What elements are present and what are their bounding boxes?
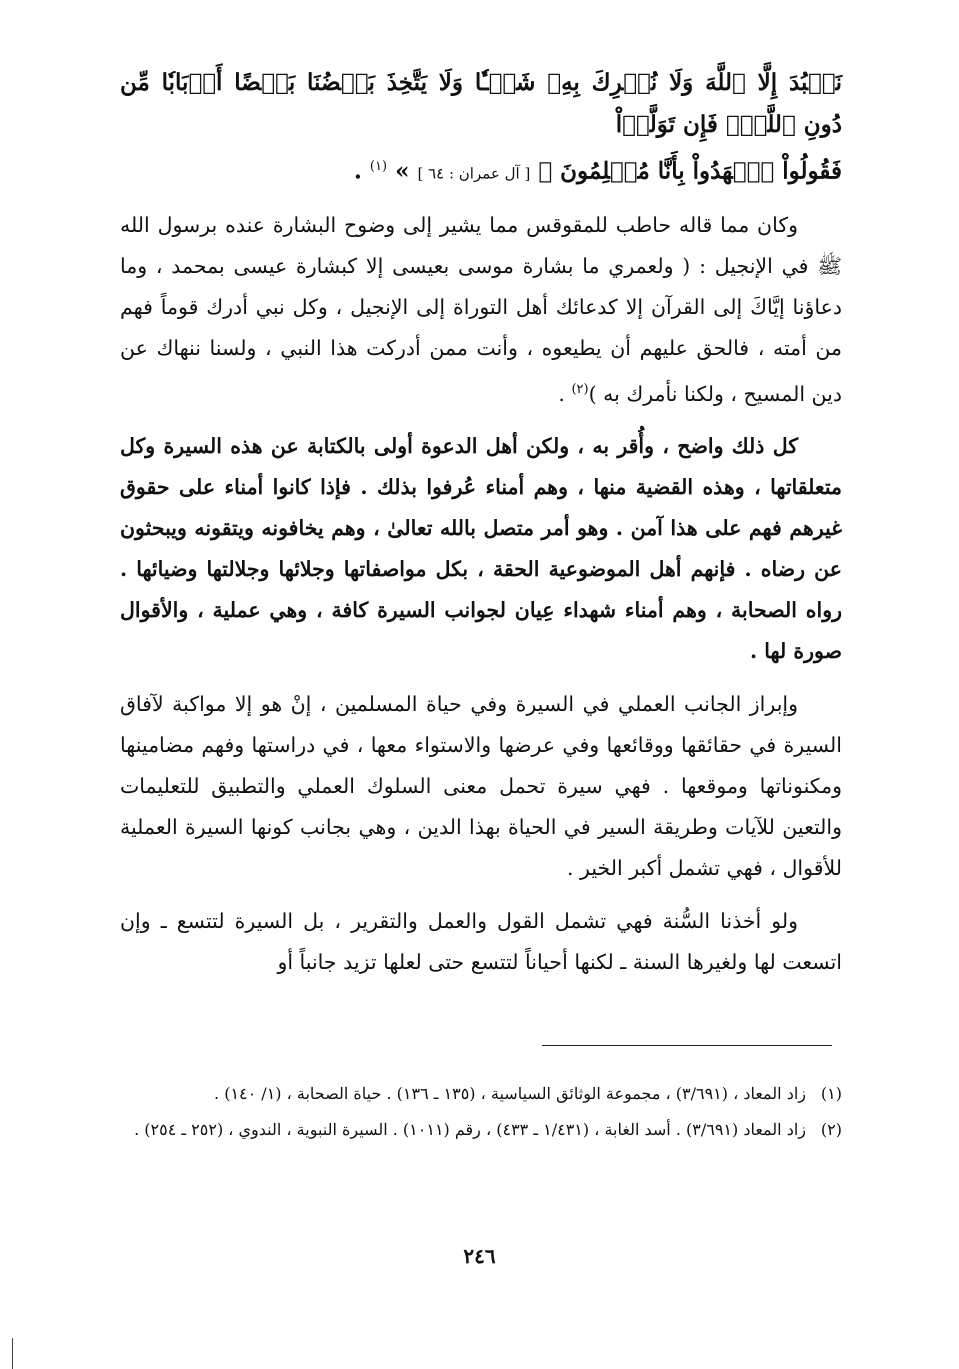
footnote-2-number: (٢) <box>820 1120 842 1139</box>
footnotes <box>130 1080 842 1152</box>
quran-verse <box>120 62 842 195</box>
verse-reference: [ آل عمران : ٦٤ ] <box>417 164 531 183</box>
footnote-mark-2: (٢) <box>571 381 589 397</box>
footnote-2 <box>130 1116 842 1144</box>
paragraph-1: وكان مما قاله حاطب للمقوقس مما يشير إلى وضوح البشارة عنده برسول الله ﷺ في الإنجيل : ( ولعمري ما بشارة موسى بعيسى إلا كبشارة عيسى بمحمد ، وما دعاؤنا إيَّاكَ إلى القرآن إلا كدعائك أهل التوراة إلى الإنجيل ، وكل نبي أدرك قوماً فهم من أمته ، فالحق عليهم أن يطيعوه ، وأنت ممن أدركت هذا النبي ، ولسنا ننهاك عن دين المسيح ، ولكنا نأمرك به )$^{(٢)}$ . <box>120 212 842 406</box>
footnote-1-text: زاد المعاد ، (٣/٦٩١) ، مجموعة الوثائق السياسية ، (١٣٥ ـ ١٣٦) . حياة الصحابة ، (١/ ١٤٠) . <box>214 1084 806 1103</box>
footnote-mark-1: (١) <box>369 159 388 174</box>
verse-line-2: فَقُولُواْ ٱشۡهَدُواْ بِأَنَّا مُسۡلِمُونَ ﴾ [ آل عمران : ٦٤ ] » $^{(١)}$ . <box>353 157 842 185</box>
footnote-separator <box>542 1045 832 1046</box>
scan-edge-mark <box>12 1338 13 1369</box>
footnote-1-number: (١) <box>820 1084 842 1103</box>
verse-line-1: نَعۡبُدَ إِلَّا ٱللَّهَ وَلَا نُشۡرِكَ بِهِۦ شَيۡـٔٗا وَلَا يَتَّخِذَ بَعۡضُنَا بَعۡضًا أَرۡبَابٗا مِّن دُونِ ٱللَّهِۚ فَإِن تَوَلَّوۡاْ <box>120 69 842 138</box>
page-body <box>120 62 842 995</box>
footnote-1 <box>130 1080 842 1108</box>
paragraph-1-text: وكان مما قاله حاطب للمقوقس مما يشير إلى وضوح البشارة عنده برسول الله ﷺ في الإنجيل : ( ولعمري ما بشارة موسى بعيسى إلا كبشارة عيسى بمحمد ، وما دعاؤنا إيَّاكَ إلى القرآن إلا كدعائك أهل التوراة إلى الإنجيل ، وكل نبي أدرك قوماً فهم من أمته ، فالحق عليهم أن يطيعوه ، وأنت ممن أدركت هذا النبي ، ولسنا ننهاك عن دين المسيح ، ولكنا نأمرك به ) <box>120 212 842 406</box>
page-number: ٢٤٦ <box>463 1244 496 1268</box>
verse-line-2-text: فَقُولُواْ ٱشۡهَدُواْ بِأَنَّا مُسۡلِمُونَ ﴾ <box>538 157 842 185</box>
paragraph-2: كل ذلك واضح ، وأُقر به ، ولكن أهل الدعوة أولى بالكتابة عن هذه السيرة وكل متعلقاتها ، وهذه القضية منها ، وهم أمناء عُرفوا بذلك . فإذا كانوا أمناء على حقوق غيرهم فهم على هذا آمن . وهو أمر متصل بالله تعالىٰ ، وهم يخافونه ويتقونه ويبحثون عن رضاه . فإنهم أهل الموضوعية الحقة ، بكل مواصفاتها وجلائها وجلالتها وضيائها . رواه الصحابة ، وهم أمناء شهداء عِيان لجوانب السيرة كافة ، وهي عملية ، والأقوال صورة لها . <box>120 434 842 664</box>
footnote-2-text: زاد المعاد (٣/٦٩١) . أسد الغابة ، (١/٤٣١ ـ ٤٣٣) ، رقم (١٠١١) . السيرة النبوية ، الندوي ، (٢٥٢ ـ ٢٥٤) . <box>134 1120 806 1139</box>
paragraph-4: ولو أخذنا السُّنة فهي تشمل القول والعمل والتقرير ، بل السيرة لتتسع ـ وإن اتسعت لها ولغيرها السنة ـ لكنها أحياناً لتتسع حتى لعلها تزيد جانباً أو <box>120 909 842 975</box>
paragraph-3: وإبراز الجانب العملي في السيرة وفي حياة المسلمين ، إنْ هو إلا مواكبة لآفاق السيرة في حقائقها ووقائعها وفي عرضها والاستواء معها ، في دراستها وفهم مضامينها ومكنوناتها وموقعها . فهي سيرة تحمل معنى السلوك العملي والتطبيق للتعليمات والتعين للآيات وطريقة السير في الحياة بهذا الدين ، وهي بجانب كونها السيرة العملية للأقوال ، فهي تشمل أكبر الخير . <box>120 692 842 881</box>
